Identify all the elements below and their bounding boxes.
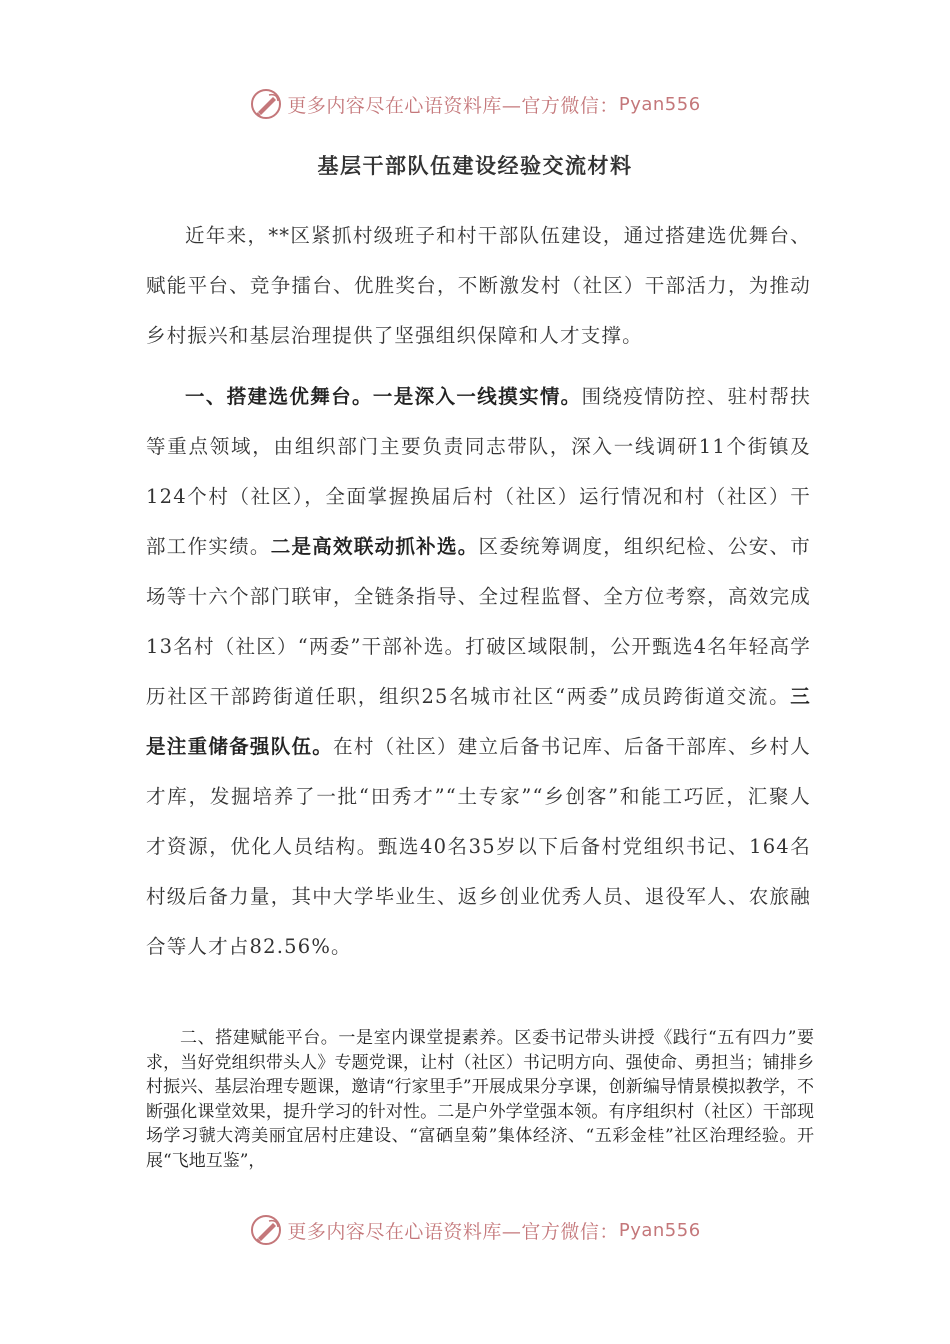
pen-logo-icon: [249, 87, 283, 121]
document-title: 基层干部队伍建设经验交流材料: [317, 153, 633, 178]
watermark-wechat-id: Pyan556: [618, 93, 701, 115]
watermark-text: 更多内容尽在心语资料库—官方微信：: [287, 1220, 619, 1243]
pen-logo-icon: [249, 1213, 283, 1247]
point-2-title: 二是高效联动抓补选。: [270, 535, 479, 558]
point-1-text: 围绕疫情防控、驻村帮扶等重点领域，由组织部门主要负责同志带队，深入一线调研11个街镇及124个村（社区），全面掌握换届后村（社区）运行情况和村（社区）干部工作实绩。: [146, 385, 811, 558]
watermark-header: [0, 84, 950, 124]
watermark-footer: [0, 1210, 950, 1250]
section-1-paragraph: [146, 372, 811, 972]
point-2-text: 区委统筹调度，组织纪检、公安、市场等十六个部门联审，全链条指导、全过程监督、全方位考察，高效完成13名村（社区）“两委”干部补选。打破区域限制，公开甄选4名年轻高学历社区干部跨街道任职，组织25名城市社区“两委”成员跨街道交流。: [146, 535, 811, 708]
section-2-paragraph: 二、搭建赋能平台。一是室内课堂提素养。区委书记带头讲授《践行“五有四力”要求，当好党组织带头人》专题党课，让村（社区）书记明方向、强使命、勇担当；铺排乡村振兴、基层治理专题课，邀请“行家里手”开展成果分享课，创新编导情景模拟教学，不断强化课堂效果，提升学习的针对性。二是户外学堂强本领。有序组织村（社区）干部现场学习虢大湾美丽宜居村庄建设、“富硒皇菊”集体经济、“五彩金桂”社区治理经验。开展“飞地互鉴”，: [146, 1028, 814, 1171]
watermark-text: 更多内容尽在心语资料库—官方微信：: [287, 94, 619, 117]
point-1-title: 一是深入一线摸实情。: [372, 385, 582, 408]
point-3-title: 三是注重储备强队伍。: [146, 685, 811, 758]
point-3-text: 在村（社区）建立后备书记库、后备干部库、乡村人才库，发掘培养了一批“田秀才”“土专家”“乡创客”和能工巧匠，汇聚人才资源，优化人员结构。甄选40名35岁以下后备村党组织书记、164名村级后备力量，其中大学毕业生、返乡创业优秀人员、退役军人、农旅融合等人才占82.56%。: [146, 735, 811, 958]
intro-paragraph: 近年来，**区紧抓村级班子和村干部队伍建设，通过搭建选优舞台、赋能平台、竞争擂台、优胜奖台，不断激发村（社区）干部活力，为推动乡村振兴和基层治理提供了坚强组织保障和人才支撑。: [146, 224, 811, 347]
watermark-wechat-id: Pyan556: [618, 1219, 701, 1241]
section-1-heading: 一、搭建选优舞台。: [185, 385, 373, 408]
